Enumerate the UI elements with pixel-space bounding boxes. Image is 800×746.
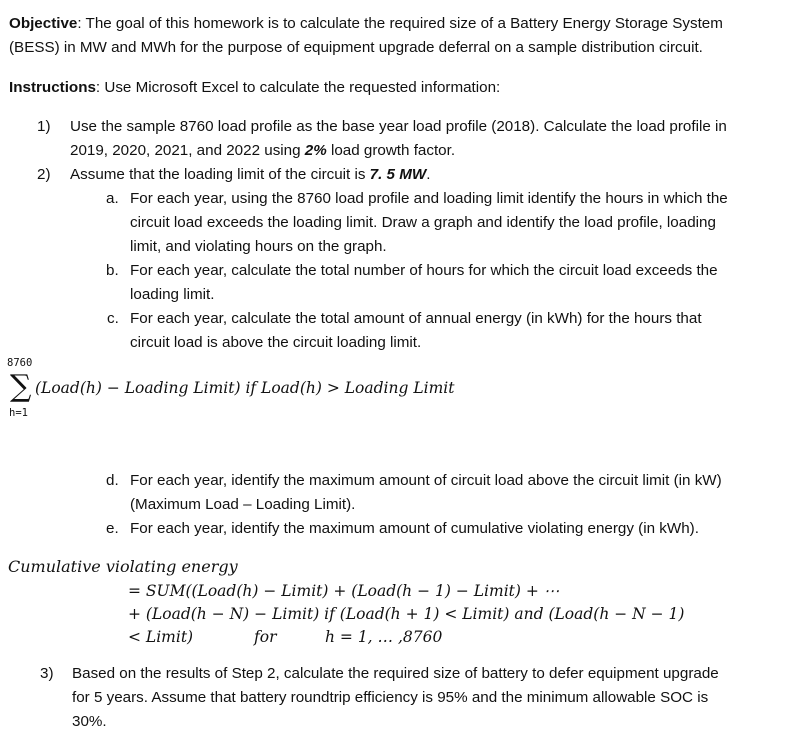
sum-lower-limit: h=1	[9, 407, 28, 419]
item-e-marker: e.	[106, 520, 119, 537]
instructions-label: Instructions	[9, 79, 96, 96]
step3-line-3: 30%.	[72, 713, 107, 730]
step3-line-2: for 5 years. Assume that battery roundtrip efficiency is 95% and the minimum allowable SOC is	[72, 689, 709, 706]
item-a-line-3: limit, and violating hours on the graph.	[130, 238, 387, 255]
item-c-line-1: For each year, calculate the total amount of annual energy (in kWh) for the hours that	[130, 310, 702, 327]
cumulative-line-3c: h = 1, … ,8760	[325, 628, 443, 646]
item-d-line-2: (Maximum Load – Loading Limit).	[130, 496, 356, 513]
item-d-marker: d.	[106, 472, 119, 489]
item-a-line-2: circuit load exceeds the loading limit. Draw a graph and identify the load profile, loading	[130, 214, 716, 231]
item-b-line-2: loading limit.	[130, 286, 215, 303]
step1-line-2-pre: 2019, 2020, 2021, and 2022 using	[70, 142, 305, 159]
instructions-text: : Use Microsoft Excel to calculate the requested information:	[95, 79, 501, 96]
sum-upper-limit: 8760	[7, 357, 33, 369]
item-b-marker: b.	[106, 262, 119, 279]
objective-label: Objective	[9, 15, 78, 32]
loading-limit-value: 7. 5 MW	[369, 166, 427, 183]
item-e-line-1: For each year, identify the maximum amount of cumulative violating energy (in kWh).	[130, 520, 699, 537]
item-a-line-1: For each year, using the 8760 load profile and loading limit identify the hours in which the	[130, 190, 728, 207]
step1-line-1: Use the sample 8760 load profile as the base year load profile (2018). Calculate the load profile in	[70, 118, 727, 135]
step3-line-1: Based on the results of Step 2, calculate the required size of battery to defer equipment upgrade	[72, 665, 719, 682]
instructions-line	[9, 78, 500, 98]
step2-line	[70, 165, 430, 185]
cumulative-line-3b: for	[254, 628, 277, 646]
step2-number: 2)	[37, 166, 51, 183]
sigma-symbol: ∑	[10, 369, 32, 404]
objective-line-2: (BESS) in MW and MWh for the purpose of equipment upgrade deferral on a sample distribution circuit.	[9, 39, 703, 56]
item-c-line-2: circuit load is above the circuit loading limit.	[130, 334, 422, 351]
step2-text-post: .	[426, 166, 431, 183]
step2-text-pre: Assume that the loading limit of the circuit is	[70, 166, 370, 183]
item-d-line-1: For each year, identify the maximum amount of circuit load above the circuit limit (in kW)	[130, 472, 722, 489]
growth-factor: 2%	[304, 142, 327, 159]
item-c-marker: c.	[107, 310, 119, 327]
sum-expression: (Load(h) − Loading Limit) if Load(h) > Loading Limit	[35, 379, 455, 397]
step1-line-2-post: load growth factor.	[326, 142, 456, 159]
cumulative-line-2: + (Load(h − N) − Limit) if (Load(h + 1) < Limit) and (Load(h − N − 1)	[128, 605, 685, 623]
step1-number: 1)	[37, 118, 51, 135]
step3-number: 3)	[40, 665, 54, 682]
item-a-marker: a.	[106, 190, 119, 207]
objective-line-1	[9, 14, 723, 34]
item-b-line-1: For each year, calculate the total number of hours for which the circuit load exceeds the	[130, 262, 718, 279]
cumulative-title: Cumulative violating energy	[8, 557, 238, 576]
cumulative-line-3a: < Limit)	[128, 628, 194, 646]
objective-text-1: : The goal of this homework is to calculate the required size of a Battery Energy Storage System	[77, 15, 723, 32]
step1-line-2	[70, 141, 455, 161]
cumulative-line-1: = SUM((Load(h) − Limit) + (Load(h − 1) − Limit) + ⋯	[128, 582, 560, 600]
